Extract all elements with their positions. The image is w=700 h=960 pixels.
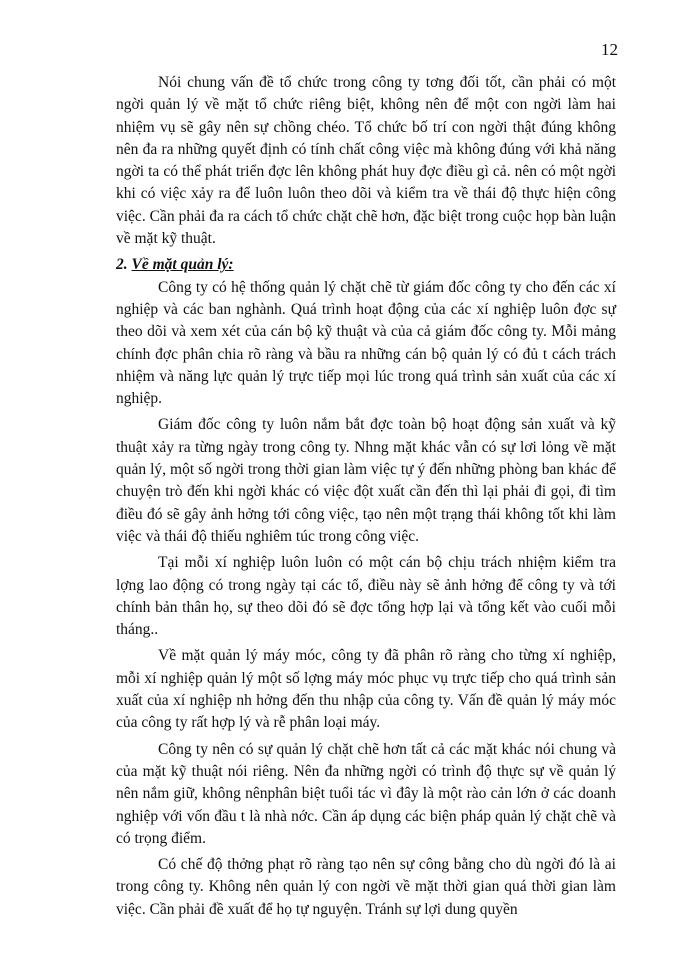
section-heading bbox=[116, 254, 616, 276]
page-number: 12 bbox=[601, 40, 618, 59]
paragraph: Về mặt quản lý máy móc, công ty đã phân rõ ràng cho từng xí nghiệp, mỗi xí nghiệp quản lý một số lợng máy móc phục vụ trực tiếp cho quá trình sản xuất của xí nghiệp nh hởng đến thu nhập của công ty. Vấn đề quản lý máy móc của công ty rất hợp lý và rễ phân loại máy. bbox=[116, 647, 616, 732]
document-body bbox=[116, 72, 616, 925]
paragraph: Tại mỗi xí nghiệp luôn luôn có một cán bộ chịu trách nhiệm kiểm tra lợng lao động có trong ngày tại các tổ, điều này sẽ ảnh hởng để công ty và tới chính bản thân họ, sự theo dõi đó sẽ đợc tổng hợp lại và tổng kết vào cuối mỗi tháng.. bbox=[116, 554, 616, 639]
paragraph: Giám đốc công ty luôn nắm bắt đợc toàn bộ hoạt động sản xuất và kỹ thuật xảy ra từng ngày trong công ty. Nhng mặt khác vẫn có sự lơi lỏng về mặt quản lý, một số ngời trong thời gian làm việc tự ý đến những phòng ban khác để chuyện trò đến khi ngời khác có việc đột xuất cần đến thì lại phải đi gọi, đi tìm điều đó sẽ gây ảnh hởng tới công việc, tạo nên một trạng thái không tốt khi làm việc và thái độ thiếu nghiêm túc trong công việc. bbox=[116, 416, 616, 545]
section-number: 2. bbox=[116, 256, 128, 274]
paragraph: Công ty có hệ thống quản lý chặt chẽ từ giám đốc công ty cho đến các xí nghiệp và các ban nghành. Quá trình hoạt động của các xí nghiệp luôn đợc sự theo dõi và xem xét của cán bộ kỹ thuật và của cả giám đốc công ty. Mỗi mảng chính đợc phân chia rõ ràng và bầu ra những cán bộ quản lý có đủ t cách trách nhiệm và năng lực quản lý trực tiếp mọi lúc trong quá trình sản xuất của các xí nghiệp. bbox=[116, 278, 616, 408]
paragraph: Công ty nên có sự quản lý chặt chẽ hơn tất cả các mặt khác nói chung và của mặt kỹ thuật nói riêng. Nên đa những ngời có trình độ thực sự về quản lý nên nắm giữ, không nênphân biệt tuổi tác vì đây là một rào cản lớn ở các doanh nghiệp với vốn đầu t là nhà nớc. Cần áp dụng các biện pháp quản lý chặt chẽ và có trọng điểm. bbox=[116, 740, 616, 847]
paragraph-intro: Nói chung vấn đề tổ chức trong công ty tơng đối tốt, cần phải có một ngời quản lý về mặt tổ chức riêng biệt, không nên để một con ngời làm hai nhiệm vụ sẽ gây nên sự chồng chéo. Tổ chức bố trí con ngời thật đúng không nên đa ra những quyết định có tính chất công việc mà không đúng với khả năng ngời ta có thể phát triển đợc lên không phát huy đợc điều gì cả. nên có một ngời khi có việc xảy ra để luôn luôn theo dõi và kiểm tra về thái độ thực hiện công việc. Cần phải đa ra cách tổ chức chặt chẽ hơn, đặc biệt trong cuộc họp bàn luận về mặt kỹ thuật. bbox=[116, 74, 616, 248]
section-title: Về mặt quản lý: bbox=[131, 256, 234, 274]
paragraph: Có chế độ thởng phạt rõ ràng tạo nên sự công bằng cho dù ngời đó là ai trong công ty. Không nên quản lý con ngời về mặt thời gian quá thời gian làm việc. Cần phải đề xuất để họ tự nguyện. Tránh sự lợi dung quyền bbox=[116, 856, 616, 918]
